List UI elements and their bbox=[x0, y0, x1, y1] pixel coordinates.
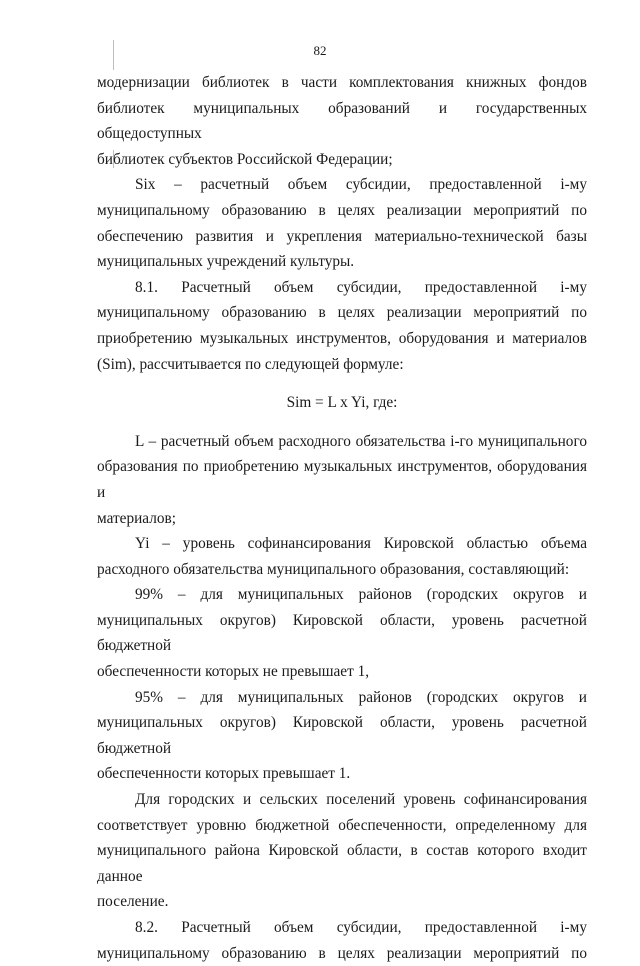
paragraph-rate-99 bbox=[97, 582, 587, 684]
text-line: L – расчетный объем расходного обязательства i-го муниципального bbox=[135, 432, 587, 450]
text-line: библиотек муниципальных образований и государственных общедоступных bbox=[97, 99, 587, 143]
text-line: расходного обязательства муниципального образования, составляющий: bbox=[97, 560, 570, 578]
text-line: библиотек субъектов Российской Федерации; bbox=[97, 150, 393, 168]
text-line: муниципальных округов) Кировской области, уровень расчетной бюджетной bbox=[97, 611, 587, 655]
text-line: приобретению музыкальных инструментов, оборудования и материалов bbox=[97, 329, 587, 347]
text-line: (Sim), рассчитывается по следующей формуле: bbox=[97, 355, 404, 373]
text-line: 8.1. Расчетный объем субсидии, предоставленной i-му bbox=[135, 278, 587, 296]
text-line: муниципальных учреждений культуры. bbox=[97, 253, 355, 271]
paragraph-8-2 bbox=[97, 915, 587, 966]
page-number: 82 bbox=[313, 43, 327, 58]
text-line: модернизации библиотек в части комплектования книжных фондов bbox=[97, 74, 587, 91]
text-line: обеспеченности которых превышает 1. bbox=[97, 765, 351, 783]
formula-sim: Sim = L x Yi, где: bbox=[286, 394, 398, 412]
text-line: муниципальных округов) Кировской области, уровень расчетной бюджетной bbox=[97, 714, 587, 757]
text-line: Для городских и сельских поселений уровень софинансирования bbox=[135, 791, 587, 809]
text-line: муниципального района Кировской области, в состав которого входит данное bbox=[97, 842, 587, 885]
text-line: поселение. bbox=[97, 893, 169, 911]
text-line: материалов; bbox=[97, 509, 176, 527]
text-line: 8.2. Расчетный объем субсидии, предоставленной i-му bbox=[135, 919, 587, 936]
text-line: муниципальному образованию в целях реализации мероприятий по bbox=[97, 201, 587, 219]
text-line: соответствует уровню бюджетной обеспеченности, определенному для bbox=[97, 816, 587, 834]
text-line: Yi – уровень софинансирования Кировской областью объема bbox=[135, 535, 587, 553]
paragraph-settlements bbox=[97, 787, 587, 915]
text-line: Six – расчетный объем субсидии, предоставленной i-му bbox=[135, 176, 587, 194]
text-line: обеспечению развития и укрепления материально-технической базы bbox=[97, 227, 587, 245]
paragraph-l-definition bbox=[97, 429, 587, 531]
text-line: 95% – для муниципальных районов (городских округов и bbox=[135, 688, 587, 706]
document-body bbox=[97, 70, 587, 966]
text-line: муниципальному образованию в целях реализации мероприятий по bbox=[97, 944, 587, 962]
text-line: муниципальному образованию в целях реализации мероприятий по bbox=[97, 304, 587, 322]
paragraph-8-1 bbox=[97, 275, 587, 377]
paragraph-yi-definition bbox=[97, 531, 587, 582]
paragraph-library-modernization bbox=[97, 70, 587, 172]
text-line: образования по приобретению музыкальных инструментов, оборудования и bbox=[97, 458, 587, 501]
text-line: 99% – для муниципальных районов (городских округов и bbox=[135, 586, 587, 604]
text-line: обеспеченности которых не превышает 1, bbox=[97, 663, 370, 681]
paragraph-rate-95 bbox=[97, 685, 587, 787]
paragraph-six-definition bbox=[97, 172, 587, 274]
